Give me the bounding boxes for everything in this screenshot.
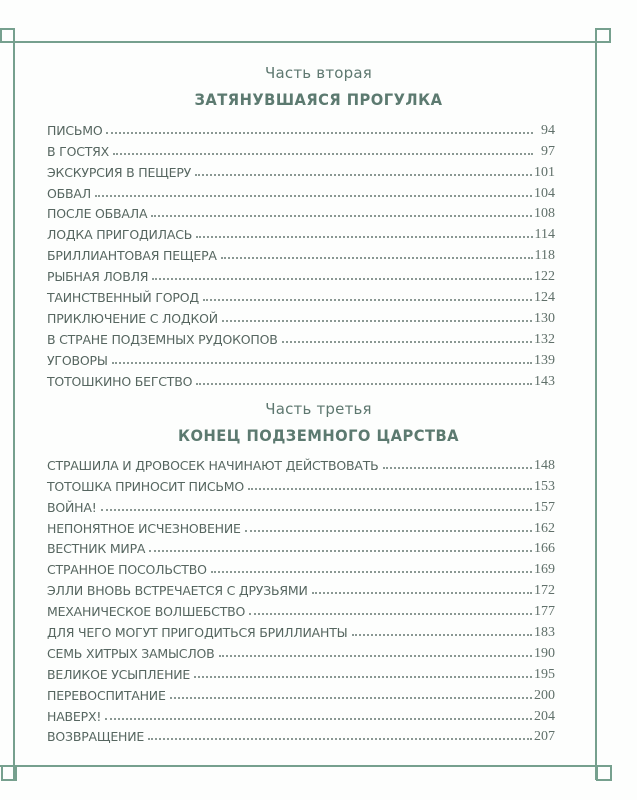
toc-entry[interactable] — [47, 640, 555, 661]
page-number: 114 — [534, 227, 555, 243]
chapter-title: ЭЛЛИ ВНОВЬ ВСТРЕЧАЕТСЯ С ДРУЗЬЯМИ — [47, 583, 308, 599]
leader-dots — [249, 613, 532, 615]
chapter-title: ОБВАЛ — [47, 185, 91, 201]
leader-dots — [105, 718, 532, 720]
chapter-title: ПИСЬМО — [47, 122, 103, 138]
chapter-title: НЕПОНЯТНОЕ ИСЧЕЗНОВЕНИЕ — [47, 520, 241, 536]
leader-dots — [101, 509, 532, 511]
toc-entry[interactable] — [47, 724, 555, 745]
leader-dots — [383, 467, 532, 469]
page-number: 139 — [534, 352, 555, 368]
page-number: 124 — [534, 290, 555, 306]
toc-entry[interactable] — [47, 473, 555, 494]
toc-entry[interactable] — [47, 515, 555, 536]
frame-corner-top-left — [0, 28, 15, 43]
toc-entry[interactable] — [47, 598, 555, 619]
chapter-title: ВЕСТНИК МИРА — [47, 541, 146, 557]
page-number: 183 — [534, 625, 555, 641]
toc-entry[interactable] — [47, 347, 555, 368]
toc-entry[interactable] — [47, 201, 555, 222]
page-number: 104 — [534, 185, 555, 201]
leader-dots — [112, 362, 532, 364]
leader-dots — [113, 153, 533, 155]
toc-entry[interactable] — [47, 661, 555, 682]
page-number: 97 — [541, 143, 555, 159]
chapter-title: ПОСЛЕ ОБВАЛА — [47, 206, 148, 222]
frame-corner-bottom-left — [1, 765, 17, 781]
leader-dots — [152, 278, 532, 280]
page-number: 122 — [534, 269, 555, 285]
leader-dots — [95, 195, 532, 197]
chapter-title: ДЛЯ ЧЕГО МОГУТ ПРИГОДИТЬСЯ БРИЛЛИАНТЫ — [47, 625, 348, 641]
chapter-title: СТРАШИЛА И ДРОВОСЕК НАЧИНАЮТ ДЕЙСТВОВАТЬ — [47, 457, 379, 473]
leader-dots — [219, 655, 532, 657]
chapter-title: ТОТОШКА ПРИНОСИТ ПИСЬМО — [47, 478, 245, 494]
toc-entry[interactable] — [47, 138, 555, 159]
leader-dots — [170, 697, 532, 699]
leader-dots — [312, 592, 532, 594]
toc-entry[interactable] — [47, 305, 555, 326]
page-number: 162 — [534, 520, 555, 536]
toc-entry[interactable] — [47, 703, 555, 724]
frame-bottom-line — [0, 765, 612, 767]
chapter-title: ВЕЛИКОЕ УСЫПЛЕНИЕ — [47, 666, 191, 682]
page-number: 130 — [534, 310, 555, 326]
toc-part2 — [47, 117, 555, 389]
toc-entry[interactable] — [47, 452, 555, 473]
toc-entry[interactable] — [47, 263, 555, 284]
leader-dots — [203, 299, 532, 301]
toc-entry[interactable] — [47, 619, 555, 640]
leader-dots — [106, 132, 533, 134]
page-number: 153 — [534, 478, 555, 494]
toc-part3 — [47, 452, 555, 744]
chapter-title: БРИЛЛИАНТОВАЯ ПЕЩЕРА — [47, 248, 217, 264]
page-number: 172 — [534, 583, 555, 599]
toc-entry[interactable] — [47, 536, 555, 557]
chapter-title: УГОВОРЫ — [47, 352, 108, 368]
toc-entry[interactable] — [47, 117, 555, 138]
toc-entry[interactable] — [47, 326, 555, 347]
leader-dots — [151, 215, 532, 217]
toc-entry[interactable] — [47, 180, 555, 201]
leader-dots — [245, 530, 532, 532]
page-number: 132 — [534, 331, 555, 347]
chapter-title: ТОТОШКИНО БЕГСТВО — [47, 373, 193, 389]
leader-dots — [195, 174, 532, 176]
toc-entry[interactable] — [47, 577, 555, 598]
page-number: 101 — [534, 164, 555, 180]
page-number: 200 — [534, 687, 555, 703]
page-number: 169 — [534, 562, 555, 578]
chapter-title: МЕХАНИЧЕСКОЕ ВОЛШЕБСТВО — [47, 604, 246, 620]
chapter-title: В СТРАНЕ ПОДЗЕМНЫХ РУДОКОПОВ — [47, 331, 278, 347]
chapter-title: ЛОДКА ПРИГОДИЛАСЬ — [47, 227, 193, 243]
leader-dots — [149, 550, 532, 552]
toc-entry[interactable] — [47, 159, 555, 180]
page-number: 204 — [534, 708, 555, 724]
chapter-title: В ГОСТЯХ — [47, 143, 110, 159]
frame-top-line — [0, 41, 610, 43]
page-number: 157 — [534, 499, 555, 515]
page-number: 148 — [534, 457, 555, 473]
chapter-title: НАВЕРХ! — [47, 708, 102, 724]
page-number: 94 — [541, 122, 555, 138]
toc-entry[interactable] — [47, 221, 555, 242]
leader-dots — [196, 383, 532, 385]
part2-title: ЗАТЯНУВШАЯСЯ ПРОГУЛКА — [194, 90, 443, 109]
chapter-title: ВОЗВРАЩЕНИЕ — [47, 729, 145, 745]
toc-entry[interactable] — [47, 494, 555, 515]
page-number: 177 — [534, 604, 555, 620]
page-number: 118 — [534, 248, 555, 264]
leader-dots — [248, 488, 532, 490]
chapter-title: РЫБНАЯ ЛОВЛЯ — [47, 269, 149, 285]
toc-entry[interactable] — [47, 682, 555, 703]
page-number: 108 — [534, 206, 555, 222]
leader-dots — [196, 236, 532, 238]
chapter-title: СЕМЬ ХИТРЫХ ЗАМЫСЛОВ — [47, 645, 215, 661]
page-number: 166 — [534, 541, 555, 557]
frame-corner-bottom-right — [596, 765, 612, 781]
leader-dots — [222, 320, 532, 322]
chapter-title: СТРАННОЕ ПОСОЛЬСТВО — [47, 562, 207, 578]
chapter-title: ПРИКЛЮЧЕНИЕ С ЛОДКОЙ — [47, 310, 218, 326]
toc-entry[interactable] — [47, 556, 555, 577]
page-number: 190 — [534, 645, 555, 661]
leader-dots — [211, 571, 532, 573]
page-number: 207 — [534, 729, 555, 745]
chapter-title: ЭКСКУРСИЯ В ПЕЩЕРУ — [47, 164, 192, 180]
chapter-title: ТАИНСТВЕННЫЙ ГОРОД — [47, 290, 199, 306]
frame-corner-top-right — [595, 28, 611, 43]
toc-entry[interactable] — [47, 242, 555, 263]
chapter-title: ПЕРЕВОСПИТАНИЕ — [47, 687, 166, 703]
chapter-title: ВОЙНА! — [47, 499, 97, 515]
page-number: 143 — [534, 373, 555, 389]
toc-entry[interactable] — [47, 368, 555, 389]
leader-dots — [352, 634, 533, 636]
part2-label: Часть вторая — [265, 64, 372, 82]
leader-dots — [282, 341, 532, 343]
part3-title: КОНЕЦ ПОДЗЕМНОГО ЦАРСТВА — [177, 426, 459, 445]
part3-label: Часть третья — [265, 400, 372, 418]
leader-dots — [194, 676, 532, 678]
page-number: 195 — [534, 666, 555, 682]
toc-entry[interactable] — [47, 284, 555, 305]
leader-dots — [221, 257, 533, 259]
leader-dots — [148, 738, 532, 740]
